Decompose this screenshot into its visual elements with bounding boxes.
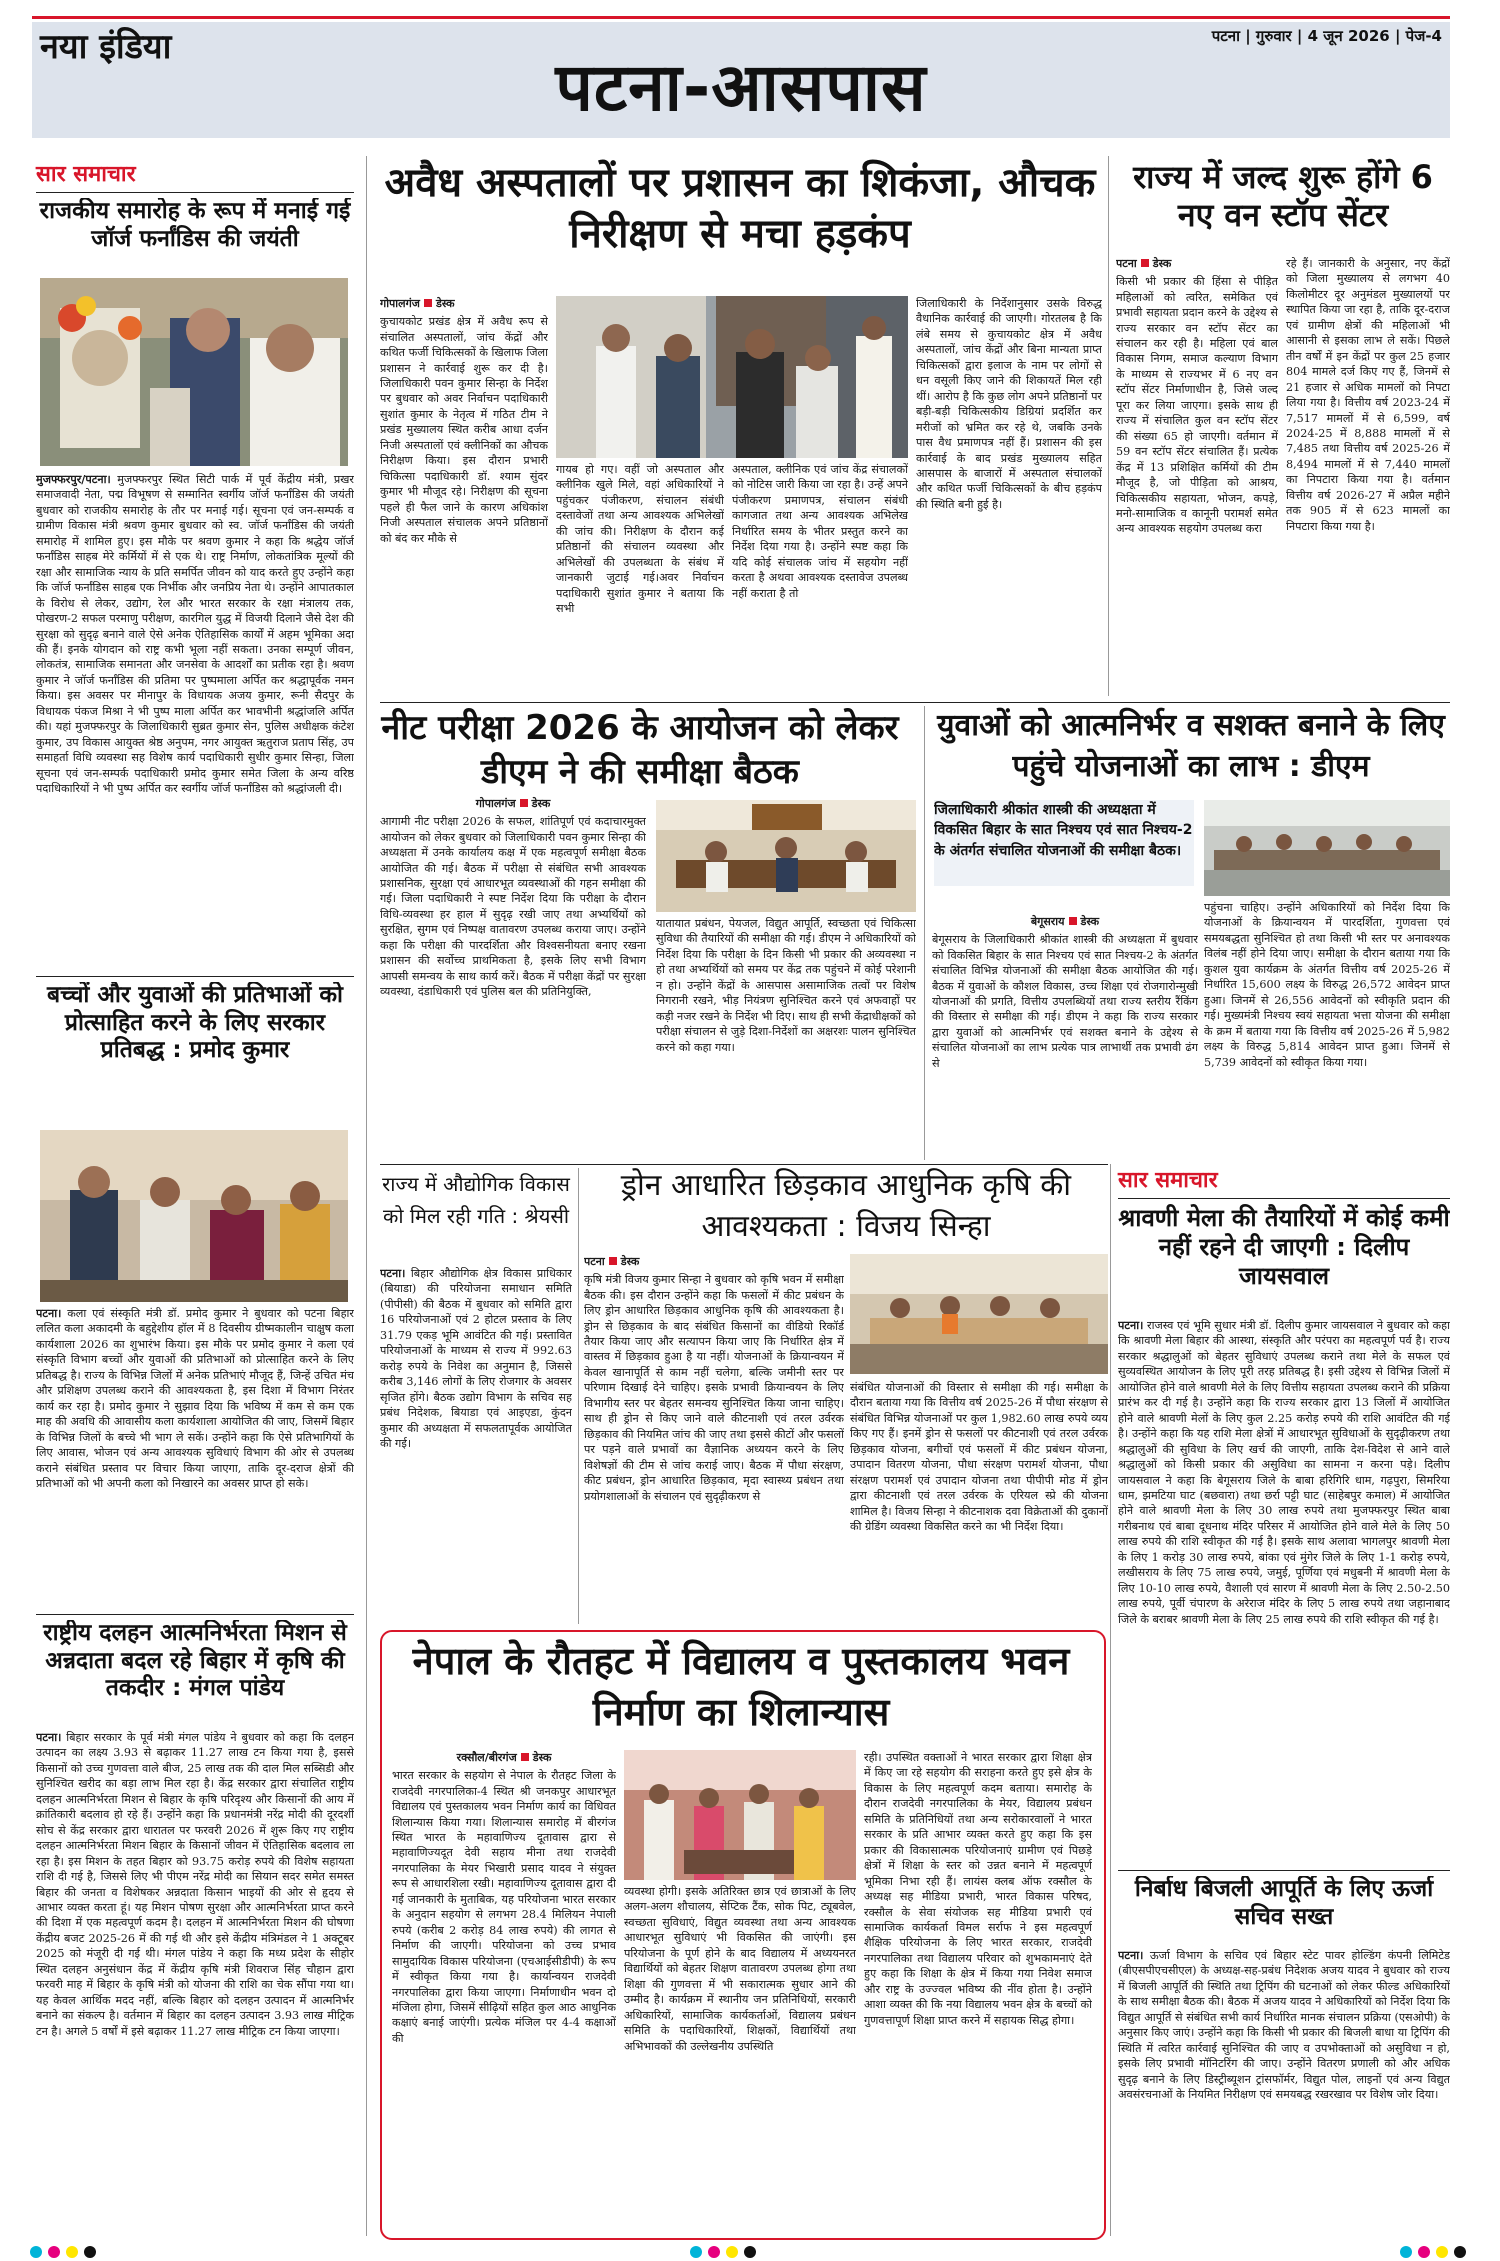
reg-dot-cyan-3 — [1400, 2246, 1412, 2258]
lead-divider — [1108, 156, 1109, 696]
nepal-headline: नेपाल के रौतहट में विद्यालय व पुस्तकालय भवन निर्माण का शिलान्यास — [412, 1639, 1070, 1735]
top-rule — [32, 16, 1450, 19]
neet-desk: गोपालगंज डेस्क — [475, 797, 551, 810]
left-tag-rule — [36, 192, 354, 193]
audyogik-text: बिहार औद्योगिक क्षेत्र विकास प्राधिकार (बियाडा) की परियोजना समाधान समिति (पीपीसी) की बैठक में बुधवार को समिति द्वारा 16 परियोजनाओं एवं 2 होटल प्रस्ताव के लिए 31.79 एकड़ भूमि आवंटित की गई। प्रस्तावित परियोजनाओं के माध्यम से राज्य में 992.63 करोड़ रुपये के निवेश का अनुमान है, जिससे करीब 3,146 लोगों के लिए रोजगार के अवसर सृजित होंगे। बैठक उद्योग विभाग के सचिव सह प्रबंध निदेशक, बियाडा एवं आइएडा, कुंदन कुमार की अध्यक्षता में सफलतापूर्वक आयोजित की गई। — [380, 1267, 572, 1450]
reg-dot-black-2 — [744, 2246, 756, 2258]
pramod-photo — [40, 1130, 348, 1302]
right-rule-2 — [1118, 1870, 1450, 1871]
left-story2-text: कला एवं संस्कृति मंत्री डॉ. प्रमोद कुमार ने बुधवार को पटना बिहार ललित कला अकादमी के बहुद्देशीय हॉल में 8 दिवसीय ग्रीष्मकालीन चाक्षुष कला कार्यशाला 2026 का शुभारंभ किया। इस मौके पर प्रमोद कुमार ने कला एवं संस्कृति विभाग बच्चों और युवाओं की प्रतिभाओं को प्रोत्साहित करने के लिए प्रतिबद्ध है। राज्य के विभिन्न जिलों में अनेक प्रतिभाएं मौजूद हैं, जिन्हें उचित मंच और प्रशिक्षण उपलब्ध कराने की आवश्यकता है, इस दिशा में विभाग निरंतर कार्य कर रहा है। प्रमोद कुमार ने सुझाव दिया कि भविष्य में कम से कम एक माह की अवधि की आवासीय कला कार्यशाला आयोजित की जाए, जिसमें बिहार के विभिन्न जिलों के बच्चे भी भाग ले सकें। उन्होंने कहा कि ऐसे प्रतिभागियों के लिए आवास, भोजन एवं अन्य आवश्यक सुविधाएं विभाग की ओर से उपलब्ध कराने संबंधित प्रस्ताव पर विचार किया जाएगा, ताकि दूर-दराज क्षेत्रों की प्रतिभाओं को भी अपनी कला को निखारने का अवसर प्राप्त हो सके। — [36, 1307, 354, 1490]
reg-dot-yellow-3 — [1436, 2246, 1448, 2258]
header-date: 4 जून 2026 — [1307, 27, 1390, 45]
reg-dot-magenta — [48, 2246, 60, 2258]
reg-dot-magenta-3 — [1418, 2246, 1430, 2258]
lead-col3: अस्पताल, क्लीनिक एवं जांच केंद्र संचालकों को नोटिस जारी किया जा रहा है। उन्हें अपने पंजीकरण प्रमाणपत्र, संचालन संबंधी कागजात तथा अन्य आवश्यक अभिलेख निर्धारित समय के भीतर प्रस्तुत करने का निर्देश दिया गया है। उन्होंने स्पष्ट कहा कि यदि कोई संचालक जांच में सहयोग नहीं करता है अथवा आवश्यक दस्तावेज उपलब्ध नहीं कराता है तो — [732, 463, 908, 600]
right-story2-body — [1118, 1948, 1450, 2234]
drone-headline: ड्रोन आधारित छिड़काव आधुनिक कृषि की आवश्यकता : विजय सिन्हा — [620, 1168, 1072, 1244]
left-rule-2 — [36, 976, 354, 977]
nepal-col1-text: भारत सरकार के सहयोग से नेपाल के रौतहट जिला के राजदेवी नगरपालिका-4 स्थित श्री जनकपुर आधारभूत विद्यालय एवं पुस्तकालय भवन निर्माण कार्य का विधिवत शिलान्यास किया गया। शिलान्यास समारोह में बीरगंज स्थित भारत के महावाणिज्य दूतावास द्वारा से महावाणिज्यदूत देवी सहाय मीना तथा राजदेवी नगरपालिका के मेयर भिखारी प्रसाद यादव ने संयुक्त रूप से आधारशिला रखी। महावाणिज्य दूतावास द्वारा दी गई जानकारी के मुताबिक, यह परियोजना भारत सरकार के अनुदान सहयोग से लगभग 28.4 मिलियन नेपाली रुपये (करीब 2 करोड़ 84 लाख रुपये) की लागत से निर्माण की जाएगी। परियोजना को उच्च प्रभाव सामुदायिक विकास परियोजना (एचआईसीडीपी) के रूप में स्वीकृत किया गया है। कार्यान्वयन राजदेवी नगरपालिका द्वारा किया जाएगा। निर्माणाधीन भवन दो मंजिला होगा, जिसमें सीढ़ियों सहित कुल आठ आधुनिक कक्षाएं बनाई जाएंगी। प्रत्येक मंजिल पर 4-4 कक्षाओं की — [392, 1769, 616, 2045]
header-page: पेज-4 — [1405, 27, 1442, 45]
left-story3-text: बिहार सरकार के पूर्व मंत्री मंगल पांडेय ने बुधवार को कहा कि दलहन उत्पादन का लक्ष्य 3.93 से बढ़ाकर 11.27 लाख टन किया गया है, इससे किसानों को उच्च गुणवत्ता वाले बीज, 25 लाख तक की दाल मिल सब्सिडी और सुनिश्चित खरीद का बड़ा लाभ मिल रहा है। केंद्र सरकार द्वारा संचालित राष्ट्रीय दलहन आत्मनिर्भरता मिशन से बिहार के कृषि परिदृश्य और किसानों की आय में क्रांतिकारी बदलाव हो रहे हैं। उन्होंने कहा कि प्रधानमंत्री नरेंद्र मोदी की दूरदर्शी सोच से केंद्र सरकार द्वारा धारातल पर फरवरी 2026 में शुरू किए गए राष्ट्रीय दलहन आत्मनिर्भरता मिशन बिहार के किसानों जीवन में ऐतिहासिक बदलाव ला रहा है। इस मिशन के तहत बिहार को 93.75 करोड़ रुपये की विशेष सहायता राशि दी गई है, जिससे लिए भी पीएम नरेंद्र मोदी का सियान सदर समेत समस्त बिहार की जनता व विशेषकर अन्नदाता किसान भाइयों की ओर से हृदय से आभार व्यक्त करता हूं। यह मिशन पोषण सुरक्षा और आत्मनिर्भरता प्राप्त करने की दिशा में एक महत्वपूर्ण कदम है। दलहन में आत्मनिर्भरता मिशन की घोषणा केंद्रीय बजट 2025-26 में की गई थी और इसे केंद्रीय मंत्रिमंडल ने 1 अक्टूबर 2025 को मंजूरी दी गई थी। मंगल पांडेय ने कहा कि मध्य प्रदेश के सीहोर स्थित दलहन अनुसंधान केंद्र में केंद्रीय कृषि मंत्री शिवराज सिंह चौहान द्वारा फरवरी माह में बिहार के कृषि मंत्री को योजना की राशि का चेक सौंपा गया था। यह केवल आर्थिक मदद नहीं, बल्कि बिहार को दलहन उत्पादन में आत्मनिर्भर बनाने का संकल्प है। वर्तमान में बिहार का दलहन उत्पादन 3.93 लाख मीट्रिक टन है। अगले 5 वर्षों में इसे बढ़ाकर 11.27 लाख मीट्रिक टन किया जाएगा। — [36, 1731, 354, 2038]
left-story3-headline: राष्ट्रीय दलहन आत्मनिर्भरता मिशन से अन्नदाता बदल रहे बिहार में कृषि की तकदीर : मंगल पांडेय — [43, 1620, 347, 1702]
mid-rule-1 — [380, 702, 1450, 703]
reg-dot-black — [84, 2246, 96, 2258]
neet-col1-text: आगामी नीट परीक्षा 2026 के सफल, शांतिपूर्ण एवं कदाचारमुक्त आयोजन को लेकर बुधवार को जिलाधिकारी पवन कुमार सिन्हा की अध्यक्षता में उनके कार्यालय कक्ष में एक महत्वपूर्ण समीक्षा बैठक आयोजित की गई। बैठक में परीक्षा से संबंधित सभी आवश्यक प्रशासनिक, सुरक्षा एवं आधारभूत व्यवस्थाओं की गहन समीक्षा की गई। जिला पदाधिकारी ने स्पष्ट निर्देश दिया कि परीक्षा के दौरान विधि-व्यवस्था हर हाल में सुदृढ़ रखी जाए तथा अभ्यर्थियों को सुरक्षित, सुगम एवं निष्पक्ष वातावरण उपलब्ध कराया जाए। उन्होंने कहा कि परीक्षा की पारदर्शिता और विश्वसनीयता बनाए रखना प्रशासन की सर्वोच्च प्राथमिकता है, इसके लिए सभी विभाग आपसी समन्वय के साथ कार्य करें। बैठक में परीक्षा केंद्रों पर सुरक्षा व्यवस्था, दंडाधिकारी एवं पुलिस बल की प्रतिनियुक्ति, — [380, 815, 646, 999]
lead-col1 — [380, 296, 548, 724]
nepal-col1 — [392, 1750, 616, 2228]
drone-col1 — [584, 1254, 844, 1626]
vanstop-col1 — [1116, 256, 1278, 696]
right-story1-body — [1118, 1318, 1450, 1864]
footer-registration-marks — [0, 2242, 1500, 2260]
right-story1-text: राजस्व एवं भूमि सुधार मंत्री डॉ. दिलीप कुमार जायसवाल ने बुधवार को कहा कि श्रावणी मेला बिहार की आस्था, संस्कृति और परंपरा का महत्वपूर्ण पर्व है। राज्य सरकार श्रद्धालुओं को बेहतर सुविधाएं उपलब्ध कराने तथा मेले के सफल एवं सुव्यवस्थित आयोजन के लिए पूरी तरह प्रतिबद्ध है। इसी उद्देश्य से विभिन्न जिलों में आयोजित होने वाले श्रावणी मेले के लिए वित्तीय सहायता उपलब्ध कराने की प्रक्रिया प्रारंभ कर दी गई है। उन्होंने कहा कि राज्य सरकार द्वारा 13 जिलों में आयोजित होने वाले श्रावणी मेलों के लिए कुल 2.25 करोड़ रुपये की राशि आवंटित की गई है। उन्होंने कहा कि यह राशि मेला क्षेत्रों में आधारभूत सुविधाओं के सुदृढ़ीकरण तथा श्रद्धालुओं की सुविधा के लिए खर्च की जाएगी, ताकि देश-विदेश से आने वाले श्रद्धालुओं को किसी प्रकार की असुविधा का सामना न करना पड़े। दिलीप जायसवाल ने कहा कि बेगूसराय जिले के बाबा हरिगिरि धाम, गढ़पुरा, सिमरिया धाम, झमटिया घाट (बछवारा) तथा छर्रा पट्टी घाट (साहेबपुर कमाल) में आयोजित होने वाले श्रावणी मेला के लिए 30 लाख रुपये तथा मुजफ्फरपुर स्थित बाबा गरीबनाथ एवं बाबा दूधनाथ मंदिर परिसर में आयोजित होने वाले मेले के लिए 50 लाख रुपये की राशि स्वीकृत की गई है। इसके साथ अलावा भागलपुर श्रावणी मेला के लिए 1 करोड़ 30 लाख रुपये, बांका एवं मुंगेर जिले के लिए 1-1 करोड़ रुपये, लखीसराय के लिए 75 लाख रुपये, जमुई, पूर्णिया एवं मधुबनी में श्रावणी मेला के लिए 10-10 लाख रुपये, वैशाली एवं सारण में श्रावणी मेला के लिए 2.50-2.50 लाख रुपये, पूर्वी चंपारण के अरेराज मंदिर के लिए 5 लाख रुपये तथा जहानाबाद जिले के बराबर श्रावणी मेला के लिए 25 लाख रुपये की राशि स्वीकृत की गई है। — [1118, 1319, 1450, 1626]
drone-col2: संबंधित योजनाओं की विस्तार से समीक्षा की गई। समीक्षा के दौरान बताया गया कि वित्तीय वर्ष 2025-26 में पौधा संरक्षण से संबंधित विभिन्न योजनाओं पर कुल 1,982.60 लाख रुपये व्यय किए गए हैं। इनमें ड्रोन से फसलों पर कीटनाशी एवं तरल उर्वरक छिड़काव योजना, बगीचों एवं फसलों में कीट प्रबंधन योजना, उपादान वितरण योजना, पौधा संरक्षण परामर्श योजना, पौधा संरक्षण परामर्श एवं उपादान योजना तथा पीपीपी मोड में ड्रोन द्वारा कीटनाशी एवं तरल उर्वरक के एरियल स्प्रे की योजना शामिल है। विजय सिन्हा ने कीटनाशक दवा विक्रेताओं की दुकानों की ग्रेडिंग व्यवस्था विकसित करने का भी निर्देश दिया। — [850, 1381, 1108, 1534]
reg-dot-cyan — [30, 2246, 42, 2258]
drone-col1-text: कृषि मंत्री विजय कुमार सिन्हा ने बुधवार को कृषि भवन में समीक्षा बैठक की। इस दौरान उन्होंने कहा कि फसलों में कीट प्रबंधन के लिए ड्रोन आधारित छिड़काव आधुनिक कृषि की आवश्यकता है। ड्रोन से छिड़काव के बाद संबंधित किसानों का वीडियो रिकॉर्ड तैयार किया जाए और सत्यापन किया जाए कि निर्धारित क्षेत्र में वास्तव में छिड़काव हुआ है या नहीं। योजनाओं के क्रियान्वयन में केवल खानापूर्ति से काम नहीं चलेगा, बल्कि जमीनी स्तर पर परिणाम दिखाई देने चाहिए। इसके प्रभावी क्रियान्वयन के लिए विभागीय स्तर पर बेहतर समन्वय सुनिश्चित किया जाना चाहिए। साथ ही ड्रोन से किए जाने वाले कीटनाशी एवं तरल उर्वरक छिड़काव की नियमित जांच की जाए तथा इससे कीटों और फसलों पर पड़ने वाले प्रभावों का वैज्ञानिक अध्ययन करने के लिए विशेषज्ञों की टीम से जांच कराई जाए। बैठक में पौधा संरक्षण, कीट प्रबंधन, ड्रोन आधारित छिड़काव, मृदा स्वास्थ्य प्रबंधन तथा प्रयोगशालाओं के संचालन एवं सुदृढ़ीकरण से — [584, 1273, 844, 1503]
neet-col2: यातायात प्रबंधन, पेयजल, विद्युत आपूर्ति, स्वच्छता एवं चिकित्सा सुविधा की तैयारियों की समीक्षा की गई। डीएम ने अधिकारियों को निर्देश दिया कि परीक्षा के दिन किसी भी प्रकार की अव्यवस्था न हो तथा अभ्यर्थियों को समय पर केंद्र तक पहुंचने में कोई परेशानी न हो। उन्होंने केंद्रों के आसपास असामाजिक तत्वों पर विशेष निगरानी रखने, भीड़ नियंत्रण सुनिश्चित करने एवं अफवाहों पर कड़ी नजर रखने के निर्देश भी दिए। साथ ही सभी केंद्राधीक्षकों को परीक्षा संचालन से जुड़े दिशा-निर्देशों का अक्षरशः पालन सुनिश्चित करने को कहा गया। — [656, 917, 916, 1054]
header-city: पटना — [1211, 27, 1240, 45]
vanstop-desk: पटना डेस्क — [1116, 257, 1172, 270]
left-section-tag: सार समाचार — [36, 162, 136, 187]
vanstop-col2: रहे हैं। जानकारी के अनुसार, नए केंद्रों को जिला मुख्यालय से लगभग 40 किलोमीटर दूर अनुमंडल मुख्यालयों पर स्थापित किया जा रहा है, ताकि दूर-दराज एवं ग्रामीण क्षेत्रों की महिलाओं भी आसानी से इसका लाभ ले सकें। पिछले तीन वर्षों में इन केंद्रों पर कुल 25 हजार 804 मामले दर्ज किए गए हैं, जिनमें से 21 हजार से अधिक मामलों को निपटा लिया गया है। वित्तीय वर्ष 2023-24 में 7,517 मामलों में से 6,599, वर्ष 2024-25 में 8,888 मामलों में से 7,485 तथा वित्तीय वर्ष 2025-26 में 8,494 मामलों में से 7,440 मामलों का निपटारा किया गया है। वर्तमान वित्तीय वर्ष 2026-27 में अप्रैल महीने तक 905 में से 623 मामलों का निपटारा किया गया है। — [1286, 257, 1450, 533]
left-story3-body — [36, 1730, 354, 2230]
nepal-col2: व्यवस्था होगी। इसके अतिरिक्त छात्र एवं छात्राओं के लिए अलग-अलग शौचालय, सेप्टिक टैंक, सोक पिट, ट्यूबवेल, स्वच्छता सुविधाएं, विद्युत व्यवस्था तथा अन्य आवश्यक आधारभूत सुविधाएं भी विकसित की जाएंगी। इस परियोजना के पूर्ण होने के बाद विद्यालय में अध्ययनरत विद्यार्थियों को बेहतर शिक्षण वातावरण उपलब्ध होगा तथा शिक्षा की गुणवत्ता में भी सकारात्मक सुधार आने की उम्मीद है। कार्यक्रम में स्थानीय जन प्रतिनिधियों, सरकारी अधिकारियों, सामाजिक कार्यकर्ताओं, विद्यालय प्रबंधन समिति के पदाधिकारियों, शिक्षकों, विद्यार्थियों तथा अभिभावकों की उल्लेखनीय उपस्थिति — [624, 1885, 856, 2053]
yuva-col2: पहुंचना चाहिए। उन्होंने अधिकारियों को निर्देश दिया कि योजनाओं के क्रियान्वयन में पारदर्शिता, गुणवत्ता एवं समयबद्धता सुनिश्चित हो तथा किसी भी स्तर पर अनावश्यक विलंब नहीं होने दिया जाए। समीक्षा के दौरान बताया गया कि कुशल युवा कार्यक्रम के अंतर्गत वित्तीय वर्ष 2025-26 में निर्धारित 15,600 लक्ष्य के विरुद्ध 26,572 आवेदन प्राप्त हुआ। जिनमें से 26,556 आवेदनों को स्वीकृति प्रदान की गई। मुख्यमंत्री निश्चय स्वयं सहायता भत्ता योजना की समीक्षा के क्रम में बताया गया कि वित्तीय वर्ष 2025-26 में 5,982 लक्ष्य के विरुद्ध 5,814 आवेदन प्राप्त हुआ। जिनमें से 5,739 आवेदनों को स्वीकृत किया गया। — [1204, 901, 1450, 1069]
reg-dot-yellow — [66, 2246, 78, 2258]
lead-desk: गोपालगंज डेस्क — [380, 297, 455, 310]
left-story1-dateline: मुजफ्फरपुर/पटना। — [36, 472, 111, 486]
reg-dot-cyan-2 — [690, 2246, 702, 2258]
drone-meeting-photo — [850, 1254, 1108, 1374]
reg-dot-black-3 — [1454, 2246, 1466, 2258]
right-story2-headline: निर्बाध बिजली आपूर्ति के लिए ऊर्जा सचिव सख्त — [1134, 1876, 1434, 1930]
left-story1-headline: राजकीय समारोह के रूप में मनाई गई जॉर्ज फर्नांडिस की जयंती — [39, 198, 351, 252]
left-story2-body — [36, 1306, 354, 1608]
left-story2-headline: बच्चों और युवाओं की प्रतिभाओं को प्रोत्साहित करने के लिए सरकार प्रतिबद्ध : प्रमोद कुमार — [47, 982, 343, 1064]
left-story3-dateline: पटना। — [36, 1730, 62, 1744]
yuva-headline: युवाओं को आत्मनिर्भर व सशक्त बनाने के लिए पहुंचे योजनाओं का लाभ : डीएम — [937, 708, 1445, 784]
vanstop-headline: राज्य में जल्द शुरू होंगे 6 नए वन स्टॉप सेंटर — [1133, 158, 1433, 235]
yuva-meeting-photo — [1204, 800, 1450, 896]
neet-headline: नीट परीक्षा 2026 के आयोजन को लेकर डीएम ने की समीक्षा बैठक — [381, 708, 899, 793]
left-story1-body — [36, 472, 354, 970]
fernandes-photo — [40, 278, 348, 466]
audyogik-dateline: पटना। — [380, 1266, 406, 1280]
left-rule-3 — [36, 1614, 354, 1615]
reg-dot-magenta-2 — [708, 2246, 720, 2258]
left-story2-dateline: पटना। — [36, 1306, 62, 1320]
neet-divider — [924, 706, 925, 1160]
left-col-divider — [366, 156, 367, 2236]
right-section-tag: सार समाचार — [1118, 1168, 1218, 1193]
drone-desk: पटना डेस्क — [584, 1255, 640, 1268]
neet-meeting-photo — [656, 800, 916, 912]
mid-rule-2 — [380, 1164, 1108, 1165]
right-tag-rule — [1118, 1198, 1450, 1199]
yuva-kicker: जिलाधिकारी श्रीकांत शास्त्री की अध्यक्षता में विकसित बिहार के सात निश्चय एवं सात निश्चय-2 के अंतर्गत संचालित योजनाओं की समीक्षा बैठक। — [934, 800, 1194, 886]
right-story1-headline: श्रावणी मेला की तैयारियों में कोई कमी नहीं रहने दी जाएगी : दिलीप जायसवाल — [1118, 1204, 1450, 1290]
yuva-col1 — [932, 914, 1198, 1160]
section-title: पटना-आसपास — [555, 49, 927, 126]
right-story2-dateline: पटना। — [1118, 1948, 1144, 1962]
right-col-divider — [1110, 1164, 1111, 2236]
left-story1-text: मुजफ्फरपुर स्थित सिटी पार्क में पूर्व केंद्रीय मंत्री, प्रखर समाजवादी नेता, पद्म विभूषण से सम्मानित स्वर्गीय जॉर्ज फर्नांडिस की जयंती बुधवार को राजकीय समारोह के तौर पर मनाई गई। सूचना एवं जन-सम्पर्क व ग्रामीण विकास मंत्री श्रवण कुमार बुधवार को स्व. जॉर्ज फर्नांडिस की जयंती समारोह में शामिल हुए। इस मौके पर श्रवण कुमार ने कहा कि श्रद्धेय जॉर्ज फर्नांडिस साहब मेरे कर्मियों में से एक थे। राष्ट्र निर्माण, लोकतांत्रिक मूल्यों की रक्षा और सामाजिक न्याय के प्रति समर्पित जीवन को याद करते हुए उन्होंने कहा कि जॉर्ज फर्नांडिस साहब एक निर्भीक और जनप्रिय नेता थे। उन्होंने आपातकाल के विरोध से लेकर, उद्योग, रेल और भारत सरकार के रक्षा मंत्रालय तक, पोखरण-2 सफल परमाणु परीक्षण, कारगिल युद्ध में विजयी दिलाने जैसे देश की सुरक्षा को सुदृढ़ बनाने वाले ऐसे अनेक ऐतिहासिक कार्यों में अहम भूमिका अदा की हैं। इनके योगदान को राष्ट्र कभी भूला नहीं सकता। उनका सम्पूर्ण जीवन, लोकतंत्र, सामाजिक समानता और जनसेवा के आदर्शों का प्रतीक रहा है। श्रवण कुमार ने जॉर्ज फर्नांडिस की प्रतिमा पर पुष्पमाला अर्पित कर श्रद्धापूर्वक नमन किया। इस अवसर पर मीनापुर के विधायक अजय कुमार, रूनी सैदपुर के विधायक पंकज मिश्रा ने भी पुष्प माला अर्पित कर भावभीनी श्रद्धांजलि अर्पित की। यहां मुजफ्फरपुर के जिलाधिकारी सुब्रत कुमार सेन, पुलिस अधीक्षक कंटेश कुमार, उप विकास आयुक्त श्रेष्ठ अनुपम, नगर आयुक्त ऋतुराज प्रताप सिंह, उप समाहर्ता विधि व्यवस्था सह विशेष कार्य पदाधिकारी सुधीर कुमार सिन्हा, जिला सूचना एवं जन-सम्पर्क पदाधिकारी प्रमोद कुमार समेत जिला के अन्य वरिष्ठ पदाधिकारियों ने भी पुष्प अर्पित कर स्वर्गीय जॉर्ज फर्नांडिस को श्रद्धांजली दी। — [36, 473, 354, 796]
dateline-bar: पटना | गुरुवार | 4 जून 2026 | पेज-4 — [1211, 27, 1442, 45]
lead-col1-text: कुचायकोट प्रखंड क्षेत्र में अवैध रूप से संचालित अस्पतालों, जांच केंद्रों और कथित फर्जी चिकित्सकों के खिलाफ जिला प्रशासन ने कार्रवाई शुरू कर दी है। जिलाधिकारी पवन कुमार सिन्हा के निर्देश पर बुधवार को अवर निर्वाचन पदाधिकारी सुशांत कुमार के नेतृत्व में गठित टीम ने प्रखंड मुख्यालय स्थित करीब आधा दर्जन निजी अस्पतालों एवं क्लीनिकों का औचक निरीक्षण किया। इस दौरान प्रभारी चिकित्सा पदाधिकारी डॉ. श्याम सुंदर कुमार भी मौजूद रहे। निरीक्षण की सूचना पहले ही फैल जाने के कारण अधिकांश निजी अस्पताल संचालक अपने प्रतिष्ठानों को बंद कर मौके से — [380, 315, 548, 545]
header-day: गुरुवार — [1255, 27, 1292, 45]
vanstop-col1-text: किसी भी प्रकार की हिंसा से पीड़ित महिलाओं को त्वरित, समेकित एवं प्रभावी सहायता प्रदान करने के उद्देश्य से राज्य सरकार वन स्टॉप सेंटर का संचालन कर रही है। महिला एवं बाल विकास निगम, समाज कल्याण विभाग के माध्यम से राज्यभर में 6 नए वन स्टॉप सेंटर निर्माणाधीन है, जिसे जल्द पूरा कर लिया जाएगा। इसके साथ ही राज्य में संचालित कुल वन स्टॉप सेंटर की संख्या 65 हो जाएगी। वर्तमान में 59 वन स्टॉप सेंटर संचालित हैं। प्रत्येक केंद्र में 13 प्रशिक्षित कर्मियों की टीम मौजूद है, जो पीड़िता को आश्रय, चिकित्सकीय सहायता, भोजन, कपड़े, मनो-सामाजिक व कानूनी परामर्श समेत अन्य आवश्यक सहयोग उपलब्ध करा — [1116, 275, 1278, 536]
lead-col2: गायब हो गए। वहीं जो अस्पताल और क्लीनिक खुले मिले, वहां अधिकारियों ने पहुंचकर पंजीकरण, संचालन संबंधी दस्तावेजों तथा अन्य आवश्यक अभिलेखों की जांच की। निरीक्षण के दौरान कई प्रतिष्ठानों की संचालन व्यवस्था और अभिलेखों की उपलब्धता के संबंध में जानकारी जुटाई गई।अवर निर्वाचन पदाधिकारी सुशांत कुमार ने बताया कि सभी — [556, 463, 724, 616]
audyogik-body — [380, 1266, 572, 1626]
right-story1-dateline: पटना। — [1118, 1318, 1144, 1332]
lead-headline: अवैध अस्पतालों पर प्रशासन का शिकंजा, औचक निरीक्षण से मचा हड़कंप — [384, 160, 1096, 258]
paper-name: नया इंडिया — [40, 27, 172, 67]
inspection-photo — [556, 296, 908, 458]
audyogik-headline: राज्य में औद्योगिक विकास को मिल रही गति : श्रेयसी — [382, 1172, 570, 1228]
yuva-desk: बेगूसराय डेस्क — [1030, 915, 1100, 928]
nepal-desk: रक्सौल/बीरगंज डेस्क — [456, 1751, 552, 1764]
right-story2-text: ऊर्जा विभाग के सचिव एवं बिहार स्टेट पावर होल्डिंग कंपनी लिमिटेड (बीएसपीएचसीएल) के अध्यक्ष-सह-प्रबंध निदेशक अजय यादव ने बुधवार को राज्य में बिजली आपूर्ति की स्थिति तथा ट्रिपिंग की घटनाओं को लेकर फील्ड अधिकारियों के साथ समीक्षा बैठक की। बैठक में अजय यादव ने अधिकारियों को निर्देश दिया कि विद्युत आपूर्ति से संबंधित सभी कार्य निर्धारित मानक संचालन प्रक्रिया (एसओपी) के अनुसार किए जाएं। उन्होंने कहा कि किसी भी प्रकार की बिजली बाधा या ट्रिपिंग की स्थिति में त्वरित कार्रवाई सुनिश्चित की जाए व उपभोक्ताओं को असुविधा न हो, इसके लिए प्रभावी मॉनिटरिंग की जाए। उन्होंने वितरण प्रणाली को और अधिक सुदृढ़ बनाने के लिए डिस्ट्रीब्यूशन ट्रांसफॉर्मर, विद्युत पोल, लाइनों एवं अन्य विद्युत अवसंरचनाओं के नियमित निरीक्षण एवं समयबद्ध रखरखाव पर विशेष जोर दिया। — [1118, 1949, 1450, 2102]
reg-dot-yellow-2 — [726, 2246, 738, 2258]
audyogik-divider — [578, 1168, 579, 1624]
yuva-col1-text: बेगूसराय के जिलाधिकारी श्रीकांत शास्त्री की अध्यक्षता में बुधवार को विकसित बिहार के सात निश्चय एवं सात निश्चय-2 के अंतर्गत संचालित विभिन्न योजनाओं की समीक्षा बैठक आयोजित की गई। बैठक में युवाओं के कौशल विकास, उच्च शिक्षा एवं रोजगारोन्मुखी योजनाओं की प्रगति, वित्तीय उपलब्धियों तथा राज्य स्तरीय रैंकिंग की विस्तार से समीक्षा की गई। डीएम ने कहा कि राज्य सरकार द्वारा युवाओं को आत्मनिर्भर एवं सशक्त बनाने के उद्देश्य से संचालित योजनाओं का लाभ प्रत्येक पात्र लाभार्थी तक प्रभावी ढंग से — [932, 933, 1198, 1070]
nepal-col3: रही। उपस्थित वक्ताओं ने भारत सरकार द्वारा शिक्षा क्षेत्र में किए जा रहे सहयोग की सराहना करते हुए इसे क्षेत्र के विकास के लिए महत्वपूर्ण कदम बताया। समारोह के दौरान राजदेवी नगरपालिका के मेयर, विद्यालय प्रबंधन समिति के प्रतिनिधियों तथा अन्य सरोकारवालों ने भारत सरकार के प्रति आभार व्यक्त करते हुए कहा कि इस प्रकार की विकासात्मक परियोजनाएं ग्रामीण एवं पिछड़े क्षेत्रों में शिक्षा के स्तर को उन्नत बनाने में महत्वपूर्ण भूमिका निभा रही हैं। लायंस क्लब ऑफ रक्सौल के अध्यक्ष सह मीडिया प्रभारी, भारत विकास परिषद, रक्सौल के सेवा संयोजक सह मीडिया प्रभारी एवं सामाजिक कार्यकर्ता विमल सर्राफ ने इस महत्वपूर्ण शैक्षिक परियोजना के लिए भारत सरकार, राजदेवी नगरपालिका तथा विद्यालय परिवार को शुभकामनाएं देते हुए कहा कि शिक्षा के क्षेत्र में किया गया निवेश समाज और राष्ट्र के उज्ज्वल भविष्य की नींव होता है। उन्होंने आशा व्यक्त की कि नया विद्यालय भवन क्षेत्र के बच्चों को गुणवत्तापूर्ण शिक्षा प्राप्त करने में सहायक सिद्ध होगा। — [864, 1751, 1092, 2027]
lead-col4: जिलाधिकारी के निर्देशानुसार उसके विरुद्ध वैधानिक कार्रवाई की जाएगी। गोरतलब है कि लंबे समय से कुचायकोट क्षेत्र में अवैध अस्पतालों, जांच केंद्रों और बिना मान्यता प्राप्त चिकित्सकों द्वारा इलाज के नाम पर लोगों से धन वसूली किए जाने की शिकायतें मिल रही थीं। आरोप है कि कुछ लोग अपने प्रतिष्ठानों पर बड़ी-बड़ी चिकित्सकीय डिग्रियां प्रदर्शित कर मरीजों को भ्रमित कर रहे थे, जबकि उनके पास वैध प्रमाणपत्र नहीं हैं। प्रशासन की इस कार्रवाई के बाद प्रखंड मुख्यालय सहित आसपास के बाजारों में अस्पताल संचालकों और कथित फर्जी चिकित्सकों के बीच हड़कंप की स्थिति बनी हुई है। — [916, 297, 1102, 511]
neet-col1 — [380, 796, 646, 1160]
nepal-ceremony-photo — [624, 1750, 856, 1880]
